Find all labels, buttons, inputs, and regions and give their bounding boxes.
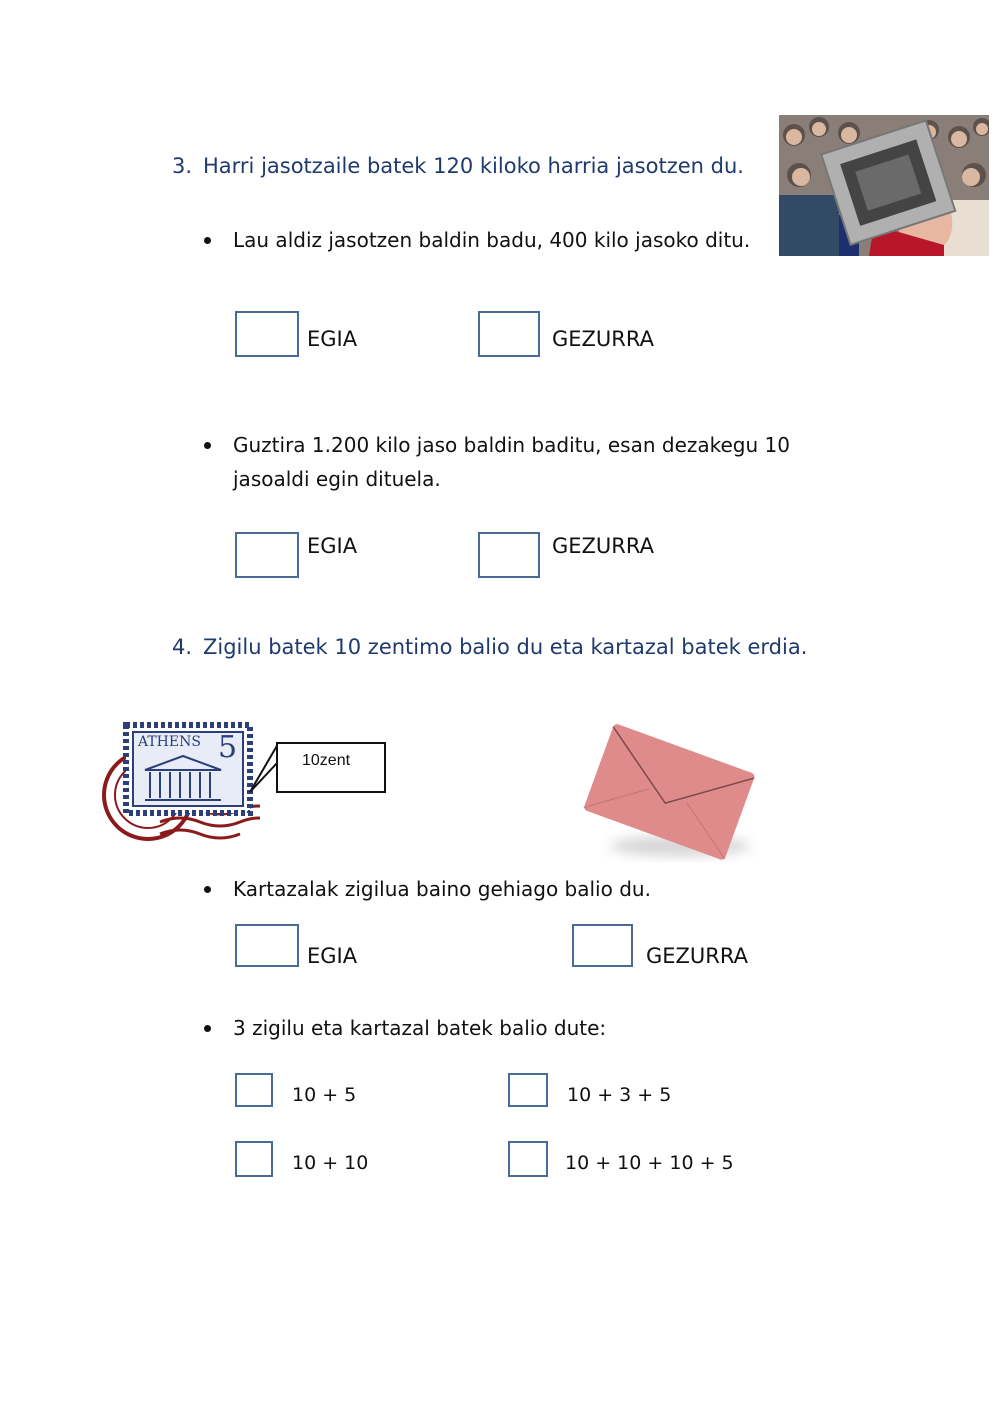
- question-4-number: 4.: [172, 635, 193, 659]
- label-4a-gezurra: GEZURRA: [646, 944, 748, 968]
- option-1-label: 10 + 5: [292, 1084, 357, 1106]
- checkbox-option-3[interactable]: [235, 1141, 273, 1177]
- option-2-label: 10 + 3 + 5: [567, 1084, 672, 1106]
- stamp-city: ATHENS: [138, 734, 201, 750]
- bullet-3a: [204, 237, 211, 244]
- checkbox-3a-gezurra[interactable]: [478, 311, 540, 357]
- checkbox-4a-egia[interactable]: [235, 924, 299, 967]
- checkbox-3b-egia[interactable]: [235, 532, 299, 578]
- label-3b-egia: EGIA: [307, 534, 358, 558]
- stone-lifter-photo: [779, 115, 989, 256]
- bullet-4a: [204, 886, 211, 893]
- stamp-value: 5: [218, 730, 238, 765]
- checkbox-4a-gezurra[interactable]: [572, 924, 633, 967]
- option-3-label: 10 + 10: [292, 1152, 369, 1174]
- statement-3a: Lau aldiz jasotzen baldin badu, 400 kilo jasoko ditu.: [233, 228, 751, 252]
- option-4-label: 10 + 10 + 10 + 5: [565, 1152, 734, 1174]
- envelope-illustration: [575, 718, 765, 868]
- checkbox-option-4[interactable]: [508, 1141, 548, 1177]
- statement-4a: Kartazalak zigilua baino gehiago balio du.: [233, 877, 651, 901]
- question-3-number: 3.: [172, 154, 193, 178]
- checkbox-3a-egia[interactable]: [235, 311, 299, 357]
- statement-3b: Guztira 1.200 kilo jaso baldin baditu, esan dezakegu 10 jasoaldi egin dituela.: [233, 433, 790, 491]
- question-3-title: Harri jasotzaile batek 120 kiloko harria jasotzen du.: [203, 154, 744, 178]
- question-4-title: Zigilu batek 10 zentimo balio du eta kartazal batek erdia.: [203, 635, 808, 659]
- postage-stamp: [100, 700, 260, 860]
- checkbox-3b-gezurra[interactable]: [478, 532, 540, 578]
- bullet-4b: [204, 1025, 211, 1032]
- bullet-3b: [204, 442, 211, 449]
- label-4a-egia: EGIA: [307, 944, 358, 968]
- stamp-price-callout: 10zent: [276, 742, 386, 793]
- label-3b-gezurra: GEZURRA: [552, 534, 654, 558]
- label-3a-gezurra: GEZURRA: [552, 327, 654, 351]
- label-3a-egia: EGIA: [307, 327, 358, 351]
- checkbox-option-1[interactable]: [235, 1073, 273, 1107]
- statement-4b: 3 zigilu eta kartazal batek balio dute:: [233, 1016, 607, 1040]
- checkbox-option-2[interactable]: [508, 1073, 548, 1107]
